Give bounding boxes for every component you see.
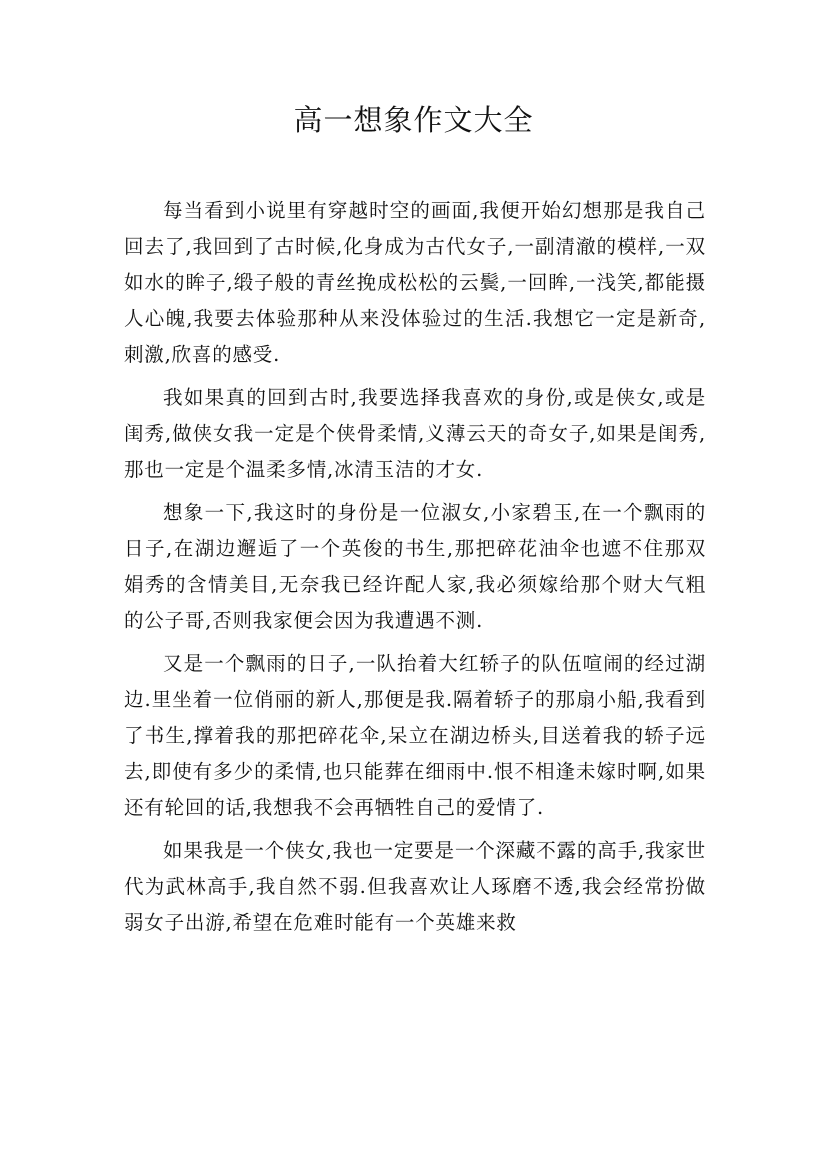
document-body xyxy=(124,193,706,948)
paragraph: 想象一下,我这时的身份是一位淑女,小家碧玉,在一个飘雨的日子,在湖边邂逅了一个英俊的书生,那把碎花油伞也遮不住那双娟秀的含情美目,无奈我已经许配人家,我必须嫁给那个财大气粗的公子哥,否则我家便会因为我遭遇不测. xyxy=(124,501,706,632)
paragraph: 又是一个飘雨的日子,一队抬着大红轿子的队伍喧闹的经过湖边.里坐着一位俏丽的新人,那便是我.隔着轿子的那扇小船,我看到了书生,撑着我的那把碎花伞,呆立在湖边桥头,目送着我的轿子远去,即使有多少的柔情,也只能葬在细雨中.恨不相逢未嫁时啊,如果还有轮回的话,我想我不会再牺牲自己的爱情了. xyxy=(124,652,706,819)
document-title: 高一想象作文大全 xyxy=(293,103,534,137)
paragraph: 每当看到小说里有穿越时空的画面,我便开始幻想那是我自己回去了,我回到了古时候,化身成为古代女子,一副清澈的模样,一双如水的眸子,缎子般的青丝挽成松松的云鬓,一回眸,一浅笑,都能摄人心魄,我要去体验那种从来没体验过的生活.我想它一定是新奇,刺激,欣喜的感受. xyxy=(124,199,706,366)
paragraph: 如果我是一个侠女,我也一定要是一个深藏不露的高手,我家世代为武林高手,我自然不弱.但我喜欢让人琢磨不透,我会经常扮做弱女子出游,希望在危难时能有一个英雄来救 xyxy=(124,839,706,934)
paragraph: 我如果真的回到古时,我要选择我喜欢的身份,或是侠女,或是闺秀,做侠女我一定是个侠骨柔情,义薄云天的奇女子,如果是闺秀,那也一定是个温柔多情,冰清玉洁的才女. xyxy=(124,386,706,481)
